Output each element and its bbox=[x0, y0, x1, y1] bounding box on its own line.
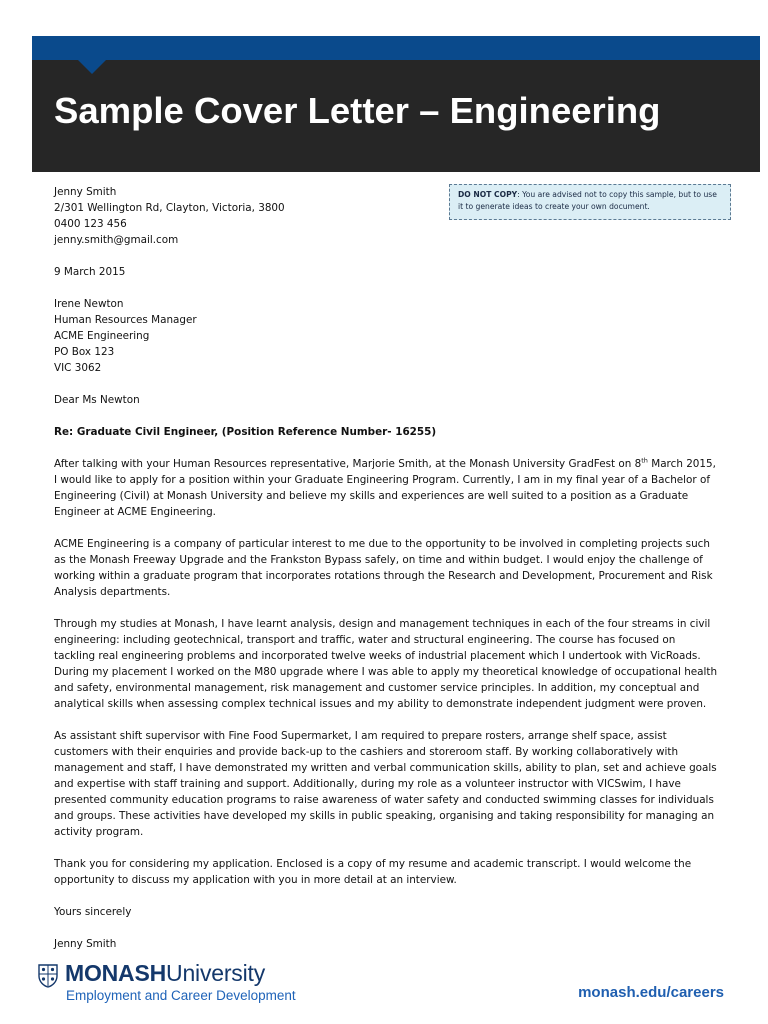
department-name: Employment and Career Development bbox=[66, 988, 296, 1003]
signature: Jenny Smith bbox=[54, 938, 117, 950]
sender-name: Jenny Smith bbox=[54, 186, 117, 198]
header-notch bbox=[78, 60, 106, 74]
title-banner bbox=[32, 60, 760, 172]
recipient-title: Human Resources Manager bbox=[54, 314, 197, 326]
paragraph-1-start: After talking with your Human Resources representative, Marjorie Smith, at the Monash University GradFest on 8 bbox=[54, 458, 642, 470]
header-accent-bar bbox=[32, 36, 760, 60]
letter-body bbox=[54, 184, 718, 952]
paragraph-3: Through my studies at Monash, I have learnt analysis, design and management techniques in each of the four streams in civil engineering: including geotechnical, transport and traffic, water and structural engineering. The course has focused on tackling real engineering problems and incorporated twelve weeks of industrial placement which I undertook with VicRoads. During my placement I worked on the M80 upgrade where I was able to apply my theoretical knowledge of occupational health and safety, environmental management, risk management and customer service principles. In addition, my conceptual and analytical skills when assessing complex technical issues and my ability to demonstrate independent judgment were proven. bbox=[54, 618, 718, 710]
sender-email: jenny.smith@gmail.com bbox=[54, 234, 179, 246]
letter-date: 9 March 2015 bbox=[54, 266, 126, 278]
recipient-company: ACME Engineering bbox=[54, 330, 150, 342]
re-line: Re: Graduate Civil Engineer, (Position Reference Number- 16255) bbox=[54, 426, 437, 438]
recipient-po-box: PO Box 123 bbox=[54, 346, 115, 358]
monash-crest-icon bbox=[38, 964, 58, 988]
careers-link[interactable]: monash.edu/careers bbox=[578, 984, 724, 1001]
recipient-name: Irene Newton bbox=[54, 298, 124, 310]
salutation: Dear Ms Newton bbox=[54, 394, 140, 406]
paragraph-1-rest: March 2015, I would like to apply for a position within your Graduate Engineering Program. Currently, I am in my final year of a Bachelor of Engineering (Civil) at Monash University and believe my skills and experiences are well suited to a position as a Graduate Engineer at ACME Engineering. bbox=[54, 458, 716, 518]
notice-text: : You are advised not to copy this sample, but to use it to generate ideas to create your own document. bbox=[458, 190, 717, 211]
paragraph-5: Thank you for considering my application. Enclosed is a copy of my resume and academic transcript. I would welcome the opportunity to discuss my application with you in more detail at an interview. bbox=[54, 858, 692, 886]
page-title: Sample Cover Letter – Engineering bbox=[54, 90, 661, 131]
monash-logo bbox=[38, 960, 328, 1008]
paragraph-1 bbox=[54, 456, 718, 520]
sender-address: 2/301 Wellington Rd, Clayton, Victoria, 3800 bbox=[54, 202, 285, 214]
paragraph-4: As assistant shift supervisor with Fine Food Supermarket, I am required to prepare rosters, arrange shelf space, assist customers with their enquiries and provide back-up to the cashiers and storeroom staff. By working collaboratively with management and staff, I have demonstrated my written and verbal communication skills, ability to plan, set and achieve goals and expertise with staff training and support. Additionally, during my role as a volunteer instructor with VICSwim, I have presented community education programs to raise awareness of water safety and conducted swimming classes for individuals and groups. These activities have developed my skills in public speaking, organising and taking responsibility for managing an activity program. bbox=[54, 730, 717, 838]
ordinal-suffix: th bbox=[641, 456, 648, 465]
closing: Yours sincerely bbox=[54, 906, 132, 918]
notice-label: DO NOT COPY bbox=[458, 190, 518, 199]
monash-wordmark-regular: University bbox=[166, 960, 265, 986]
recipient-state: VIC 3062 bbox=[54, 362, 102, 374]
paragraph-2: ACME Engineering is a company of particular interest to me due to the opportunity to be involved in completing projects such as the Monash Freeway Upgrade and the Frankston Bypass safely, on time and within budget. I would enjoy the challenge of working within a graduate program that incorporates rotations through the Research and Development, Procurement and Risk Analysis departments. bbox=[54, 538, 713, 598]
monash-wordmark-bold: MONASH bbox=[65, 960, 167, 986]
sender-phone: 0400 123 456 bbox=[54, 218, 127, 230]
monash-wordmark bbox=[65, 960, 265, 987]
